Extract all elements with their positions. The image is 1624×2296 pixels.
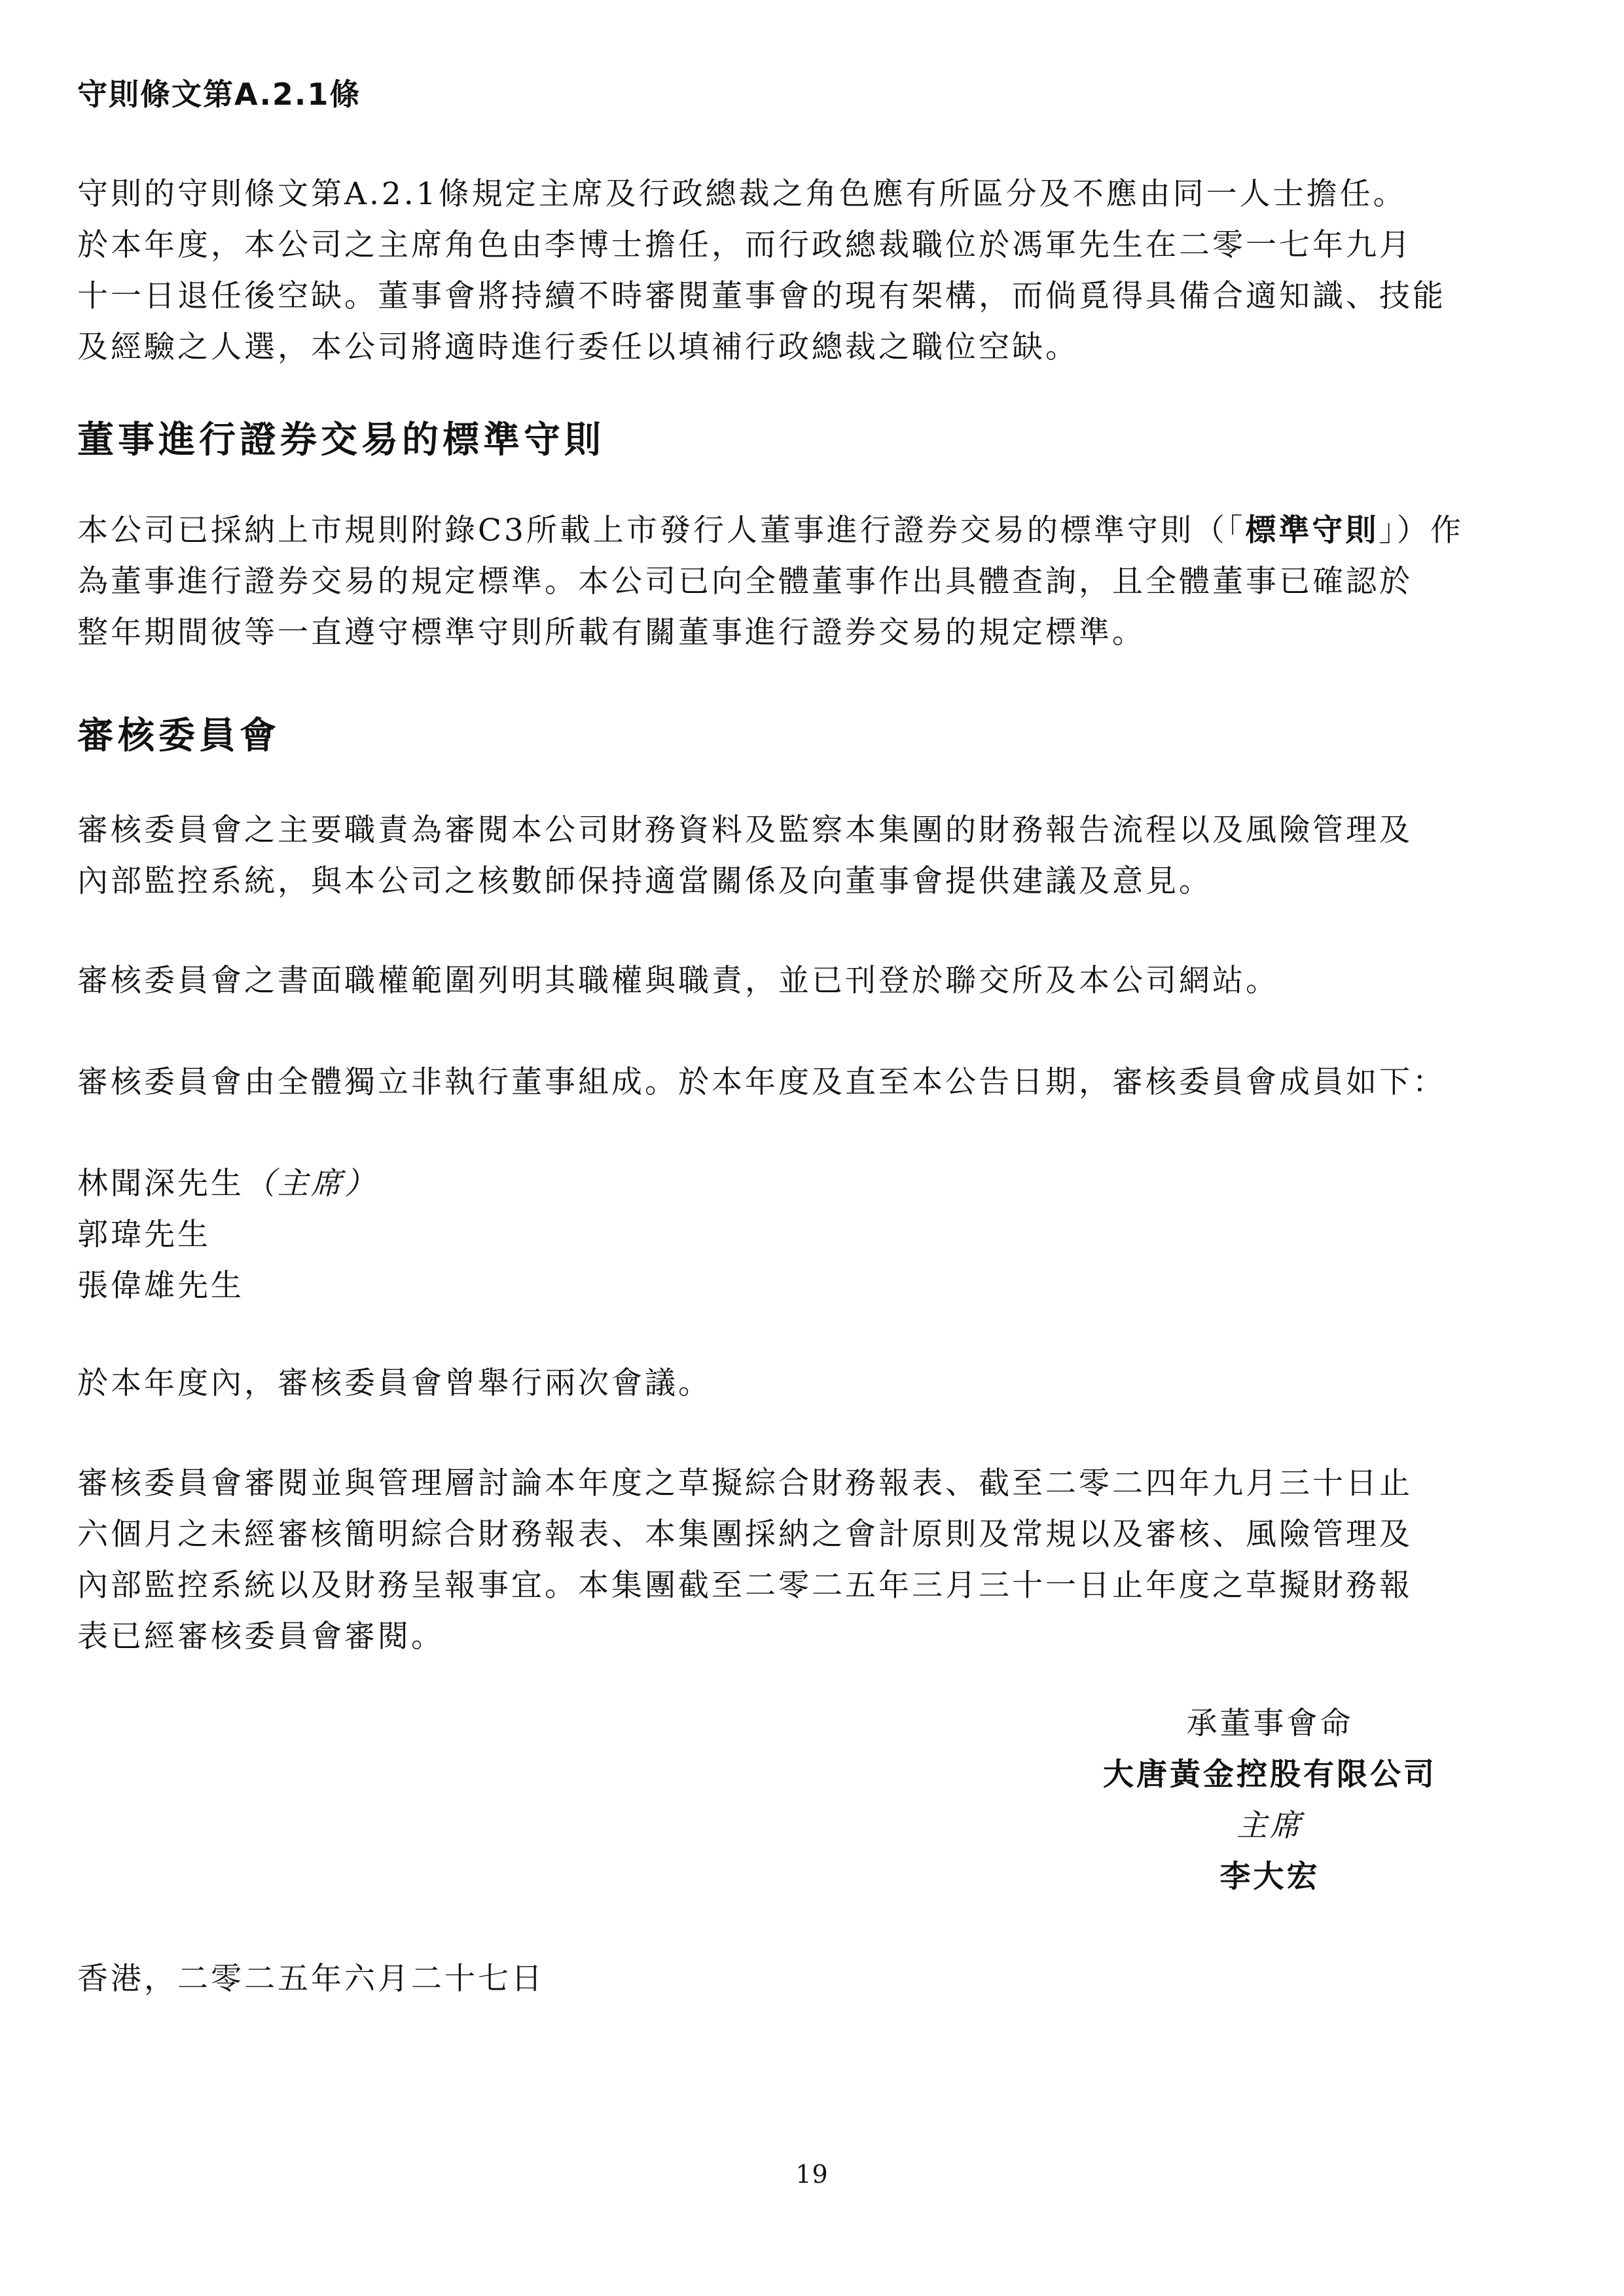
model-code-paragraph	[77, 505, 1550, 658]
audit-committee-line: 表已經審核委員會審閱。	[77, 1619, 444, 1655]
place-and-date: 香港，二零二五年六月二十七日	[77, 1961, 545, 1997]
code-provision-line: 於本年度，本公司之主席角色由李博士擔任，而行政總裁職位於馮軍先生在二零一七年九月	[77, 227, 1413, 263]
member-name: 林聞深先生	[77, 1166, 244, 1202]
company-name: 大唐黃金控股有限公司	[1103, 1757, 1437, 1793]
model-code-defined-term: 標準守則	[1245, 512, 1379, 548]
member-name: 張偉雄先生	[77, 1268, 244, 1304]
audit-committee-paragraph-4	[77, 1358, 1550, 1409]
audit-committee-heading: 審核委員會	[77, 715, 280, 757]
model-code-heading: 董事進行證券交易的標準守則	[77, 419, 605, 461]
model-code-line1-suffix: 」）作	[1379, 512, 1464, 548]
audit-committee-heading-block	[77, 707, 1550, 759]
model-code-line: 為董事進行證券交易的規定標準。本公司已向全體董事作出具體查詢，且全體董事已確認於	[77, 564, 1413, 600]
audit-committee-paragraph-2	[77, 956, 1550, 1007]
audit-committee-paragraph-1	[77, 805, 1550, 907]
member-role: （主席）	[244, 1166, 378, 1202]
audit-committee-paragraph-5	[77, 1458, 1550, 1662]
code-provision-heading-block	[77, 71, 1550, 114]
code-provision-paragraph	[77, 169, 1550, 373]
audit-committee-line: 審核委員會之書面職權範圍列明其職權與職責，並已刊登於聯交所及本公司網站。	[77, 963, 1279, 999]
member-name: 郭瑋先生	[77, 1217, 211, 1253]
member-item	[77, 1261, 1550, 1312]
code-provision-line: 及經驗之人選，本公司將適時進行委任以填補行政總裁之職位空缺。	[77, 329, 1079, 365]
signatory-name: 李大宏	[1219, 1859, 1320, 1895]
model-code-heading-block	[77, 411, 1550, 463]
audit-committee-line: 審核委員會之主要職責為審閱本公司財務資料及監察本集團的財務報告流程以及風險管理及	[77, 812, 1413, 848]
audit-committee-line: 內部監控系統，與本公司之核數師保持適當關係及向董事會提供建議及意見。	[77, 863, 1212, 899]
audit-committee-paragraph-3	[77, 1057, 1550, 1108]
page-number: 19	[795, 2160, 829, 2189]
audit-committee-line: 於本年度內，審核委員會曾舉行兩次會議。	[77, 1365, 712, 1401]
model-code-line	[77, 505, 1550, 556]
member-item	[77, 1210, 1550, 1261]
code-provision-heading: 守則條文第A.2.1條	[77, 77, 361, 112]
audit-committee-line: 審核委員會審閱並與管理層討論本年度之草擬綜合財務報表、截至二零二四年九月三十日止	[77, 1465, 1413, 1501]
model-code-line1-text: 本公司已採納上市規則附錄C3所載上市發行人董事進行證券交易的標準守則（「	[77, 512, 1246, 548]
code-provision-line: 十一日退任後空缺。董事會將持續不時審閱董事會的現有架構，而倘覓得具備合適知識、技能	[77, 278, 1446, 314]
audit-committee-line: 內部監控系統以及財務呈報事宜。本集團截至二零二五年三月三十一日止年度之草擬財務報	[77, 1568, 1413, 1604]
audit-committee-line: 六個月之未經審核簡明綜合財務報表、本集團採納之會計原則及常規以及審核、風險管理及	[77, 1516, 1413, 1552]
code-provision-line: 守則的守則條文第A.2.1條規定主席及行政總裁之角色應有所區分及不應由同一人士擔任。	[77, 176, 1407, 212]
audit-committee-members-list	[77, 1158, 1550, 1312]
member-item	[77, 1158, 1550, 1210]
by-order-of-board: 承董事會命	[1186, 1706, 1354, 1742]
audit-committee-line: 審核委員會由全體獨立非執行董事組成。於本年度及直至本公告日期，審核委員會成員如下：	[77, 1064, 1446, 1100]
signatory-title: 主席	[1236, 1808, 1303, 1844]
place-date-block	[77, 1954, 1550, 2005]
signature-block	[1021, 1698, 1519, 1903]
model-code-line: 整年期間彼等一直遵守標準守則所載有關董事進行證券交易的規定標準。	[77, 615, 1146, 651]
